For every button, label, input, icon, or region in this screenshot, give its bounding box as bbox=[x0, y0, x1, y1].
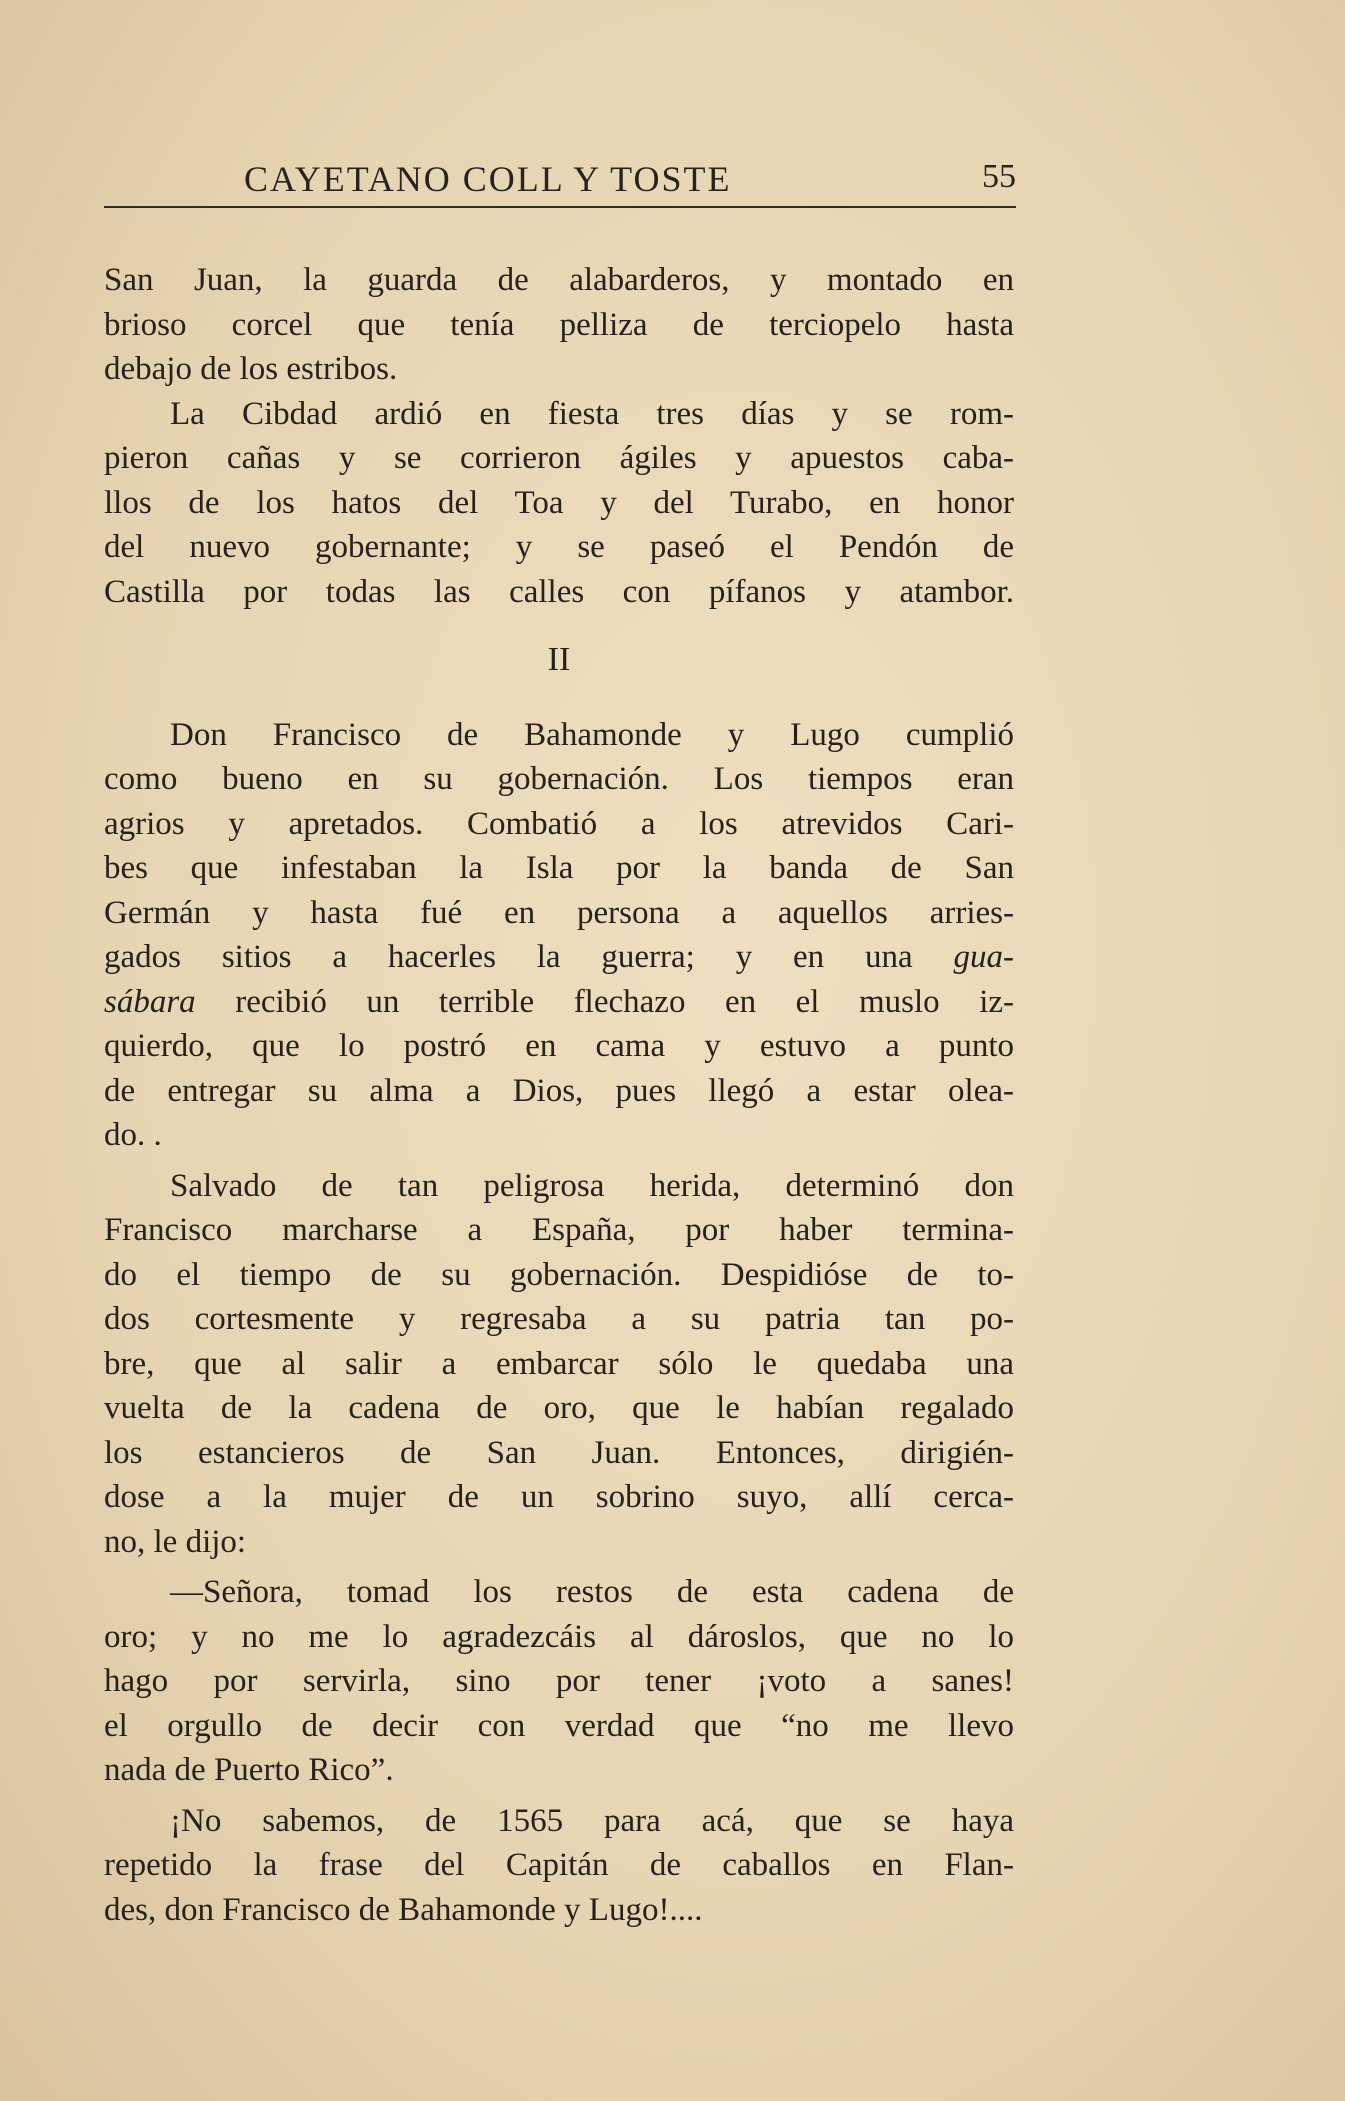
paragraph-1 bbox=[104, 258, 1014, 392]
paragraph-5 bbox=[104, 1570, 1014, 1793]
text-line: debajo de los estribos. bbox=[104, 351, 398, 387]
text-line: do. . bbox=[104, 1117, 162, 1153]
text-line: vuelta de la cadena de oro, que le habían regalado bbox=[104, 1390, 1014, 1426]
section-heading: II bbox=[547, 641, 571, 678]
text-line: los estancieros de San Juan. Entonces, dirigién- bbox=[104, 1434, 1014, 1471]
text-segment: recibió un terrible flechazo en el muslo iz- bbox=[195, 983, 1014, 1020]
paragraph-4 bbox=[104, 1164, 1014, 1565]
italic-word: sábara bbox=[104, 983, 196, 1020]
header-rule bbox=[104, 206, 1016, 208]
text-line: pieron cañas y se corrieron ágiles y apuestos caba- bbox=[104, 440, 1014, 476]
text-line: nada de Puerto Rico”. bbox=[104, 1752, 394, 1788]
text-line: des, don Francisco de Bahamonde y Lugo!.... bbox=[104, 1891, 703, 1928]
text-line: Germán y hasta fué en persona a aquellos arries- bbox=[104, 894, 1014, 931]
text-line: brioso corcel que tenía pelliza de terciopelo hasta bbox=[104, 306, 1014, 343]
text-line: ¡No sabemos, de 1565 para acá, que se haya bbox=[170, 1802, 1014, 1839]
text-line: hago por servirla, sino por tener ¡voto a sanes! bbox=[104, 1663, 1014, 1699]
text-line: llos de los hatos del Toa y del Turabo, en honor bbox=[104, 484, 1014, 521]
running-head bbox=[104, 150, 1016, 210]
paragraph-2 bbox=[104, 392, 1014, 615]
text-line: La Cibdad ardió en fiesta tres días y se rom- bbox=[170, 395, 1014, 432]
text-line: quierdo, que lo postró en cama y estuvo a punto bbox=[104, 1028, 1014, 1064]
text-line: San Juan, la guarda de alabarderos, y montado en bbox=[104, 262, 1014, 298]
italic-word: gua- bbox=[953, 939, 1014, 975]
text-line: Francisco marcharse a España, por haber termina- bbox=[104, 1212, 1014, 1248]
text-line: agrios y apretados. Combatió a los atrevidos Cari- bbox=[104, 805, 1014, 842]
text-line: bre, que al salir a embarcar sólo le quedaba una bbox=[104, 1345, 1014, 1382]
text-line: —Señora, tomad los restos de esta cadena de bbox=[170, 1574, 1014, 1610]
text-line: dos cortesmente y regresaba a su patria tan po- bbox=[104, 1301, 1014, 1337]
text-line: repetido la frase del Capitán de caballos en Flan- bbox=[104, 1847, 1014, 1883]
text-segment: gados sitios a hacerles la guerra; y en una bbox=[104, 939, 954, 975]
paragraph-6 bbox=[104, 1799, 1014, 1933]
running-title: CAYETANO COLL Y TOSTE bbox=[244, 159, 732, 199]
text-line: de entregar su alma a Dios, pues llegó a estar olea- bbox=[104, 1072, 1014, 1109]
text-line: Don Francisco de Bahamonde y Lugo cumplió bbox=[170, 716, 1014, 753]
text-line: el orgullo de decir con verdad que “no me llevo bbox=[104, 1707, 1014, 1744]
text-line: Salvado de tan peligrosa herida, determinó don bbox=[170, 1167, 1014, 1204]
text-line bbox=[104, 935, 1014, 980]
text-line bbox=[104, 980, 1014, 1025]
text-line: bes que infestaban la Isla por la banda de San bbox=[104, 850, 1014, 886]
paragraph-3 bbox=[104, 713, 1014, 1158]
text-line: no, le dijo: bbox=[104, 1523, 247, 1560]
text-line: dose a la mujer de un sobrino suyo, allí cerca- bbox=[104, 1479, 1014, 1515]
body-text bbox=[104, 258, 1014, 1932]
text-line: do el tiempo de su gobernación. Despidióse de to- bbox=[104, 1256, 1014, 1293]
page-number: 55 bbox=[982, 158, 1016, 195]
text-line: como bueno en su gobernación. Los tiempos eran bbox=[104, 761, 1014, 797]
text-line: oro; y no me lo agradezcáis al dároslos, que no lo bbox=[104, 1618, 1014, 1655]
text-line: Castilla por todas las calles con pífanos y atambor. bbox=[104, 573, 1014, 610]
text-line: del nuevo gobernante; y se paseó el Pendón de bbox=[104, 529, 1014, 565]
